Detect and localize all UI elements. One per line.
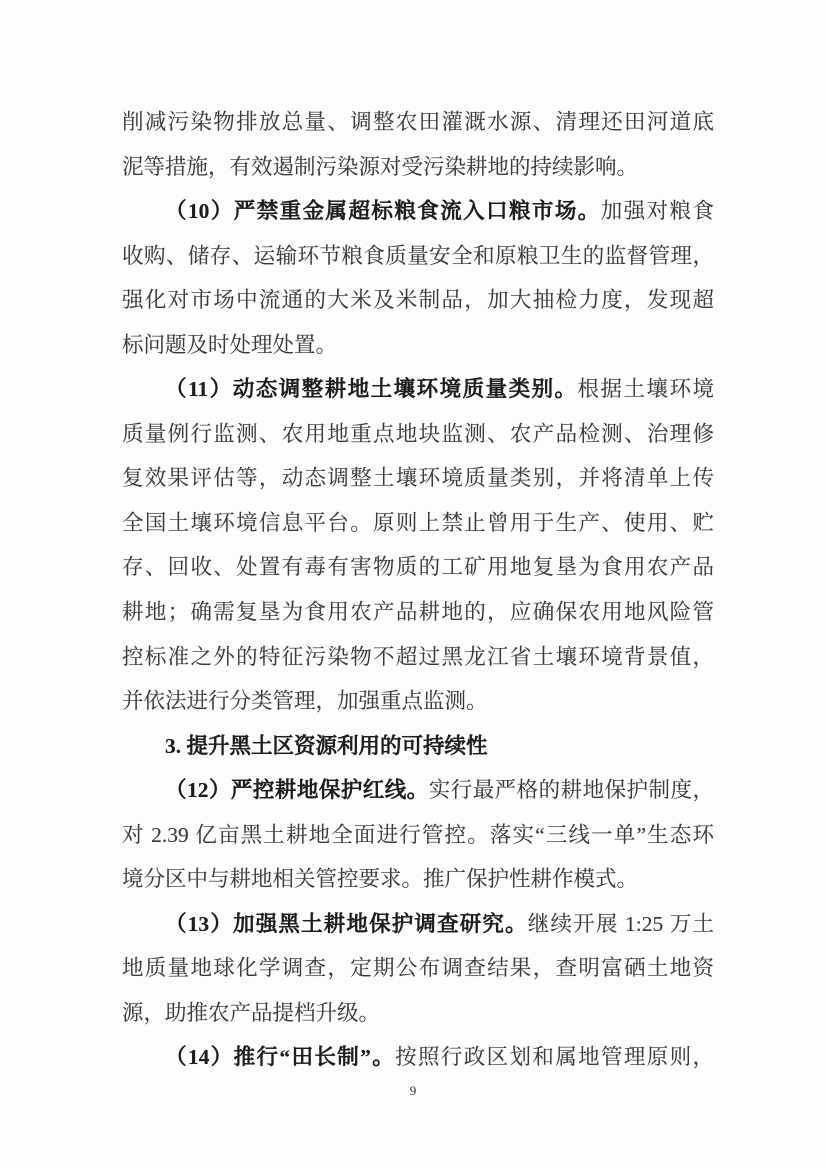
line-text: 地质量地球化学调查，定期公布调查结果，查明富硒土地资 [122, 956, 714, 981]
line-text: 泥等措施，有效遏制污染源对受污染耕地的持续影响。 [122, 154, 639, 179]
paragraph-bold-lead: （14）推行“田长制”。 [165, 1045, 396, 1070]
paragraph-bold-lead: （12）严控耕地保护红线。 [165, 778, 429, 803]
text-line [122, 501, 714, 546]
text-line [122, 100, 714, 145]
text-line [122, 813, 714, 858]
text-line [122, 145, 714, 190]
line-text: 复效果评估等，动态调整土壤环境质量类别，并将清单上传 [122, 466, 714, 491]
text-line [122, 768, 714, 813]
text-line [122, 456, 714, 501]
line-text: 继续开展 1:25 万土 [527, 911, 714, 936]
line-text: 源，助推农产品提档升级。 [122, 1000, 381, 1025]
text-block [122, 100, 714, 1080]
text-line [122, 857, 714, 902]
line-text: 存、回收、处置有毒有害物质的工矿用地复垦为食用农产品 [122, 555, 714, 580]
text-line [122, 946, 714, 991]
text-line [122, 724, 714, 769]
line-text: 全国土壤环境信息平台。原则上禁止曾用于生产、使用、贮 [122, 510, 714, 535]
line-text: 收购、储存、运输环节粮食质量安全和原粮卫生的监督管理， [122, 243, 714, 268]
text-line [122, 635, 714, 680]
text-line [122, 278, 714, 323]
text-line [122, 323, 714, 368]
text-line [122, 412, 714, 457]
text-line [122, 902, 714, 947]
page-number: 9 [409, 1083, 417, 1098]
text-line [122, 189, 714, 234]
text-line [122, 590, 714, 635]
text-line [122, 991, 714, 1036]
line-text: 质量例行监测、农用地重点地块监测、农产品检测、治理修 [122, 421, 714, 446]
paragraph-bold-lead: （10）严禁重金属超标粮食流入口粮市场。 [165, 199, 601, 224]
line-text: 实行最严格的耕地保护制度， [428, 778, 714, 803]
line-text: 境分区中与耕地相关管控要求。推广保护性耕作模式。 [122, 867, 639, 892]
line-text: 3. 提升黑土区资源利用的可持续性 [165, 733, 488, 758]
line-text: 耕地；确需复垦为食用农产品耕地的，应确保农用地风险管 [122, 600, 714, 625]
line-text: 根据土壤环境 [577, 377, 714, 402]
text-line [122, 367, 714, 412]
line-text: 削减污染物排放总量、调整农田灌溉水源、清理还田河道底 [122, 110, 714, 134]
paragraph-bold-lead: （11）动态调整耕地土壤环境质量类别。 [165, 377, 578, 402]
line-text: 强化对市场中流通的大米及米制品，加大抽检力度，发现超 [122, 288, 714, 313]
line-text: 加强对粮食 [600, 199, 714, 224]
line-text: 标问题及时处理处置。 [122, 332, 338, 357]
text-line [122, 1035, 714, 1080]
line-text: 对 2.39 亿亩黑土耕地全面进行管控。落实“三线一单”生态环 [122, 822, 714, 847]
text-line [122, 679, 714, 724]
line-text: 按照行政区划和属地管理原则， [395, 1045, 714, 1070]
line-text: 控标准之外的特征污染物不超过黑龙江省土壤环境背景值， [122, 644, 714, 669]
text-line [122, 545, 714, 590]
line-text: 并依法进行分类管理，加强重点监测。 [122, 689, 488, 714]
paragraph-bold-lead: （13）加强黑土耕地保护调查研究。 [165, 911, 528, 936]
text-line [122, 234, 714, 279]
